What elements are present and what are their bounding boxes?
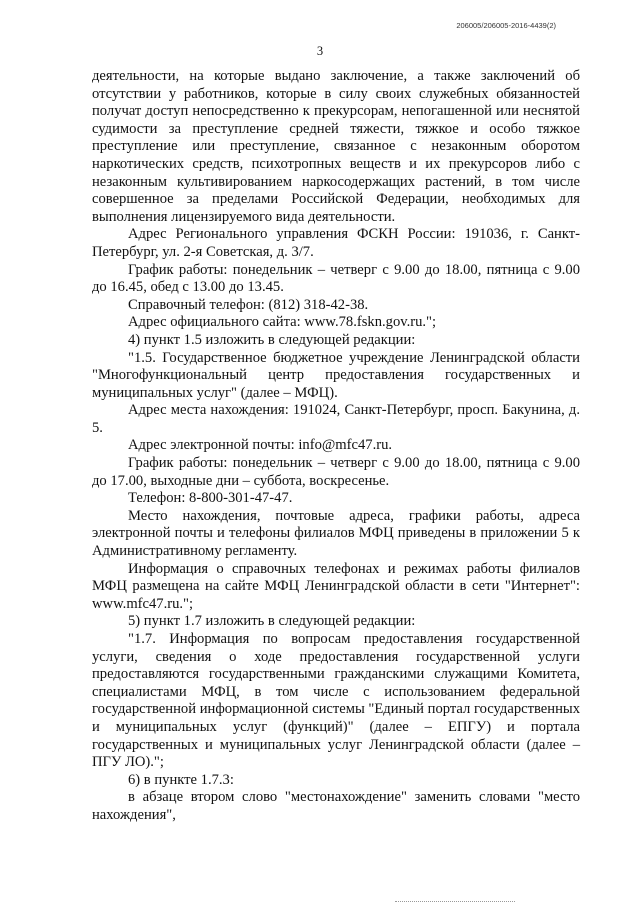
paragraph-10: График работы: понедельник – четверг с 9.00 до 18.00, пятница с 9.00 до 17.00, выходные дни – суббота, воскресенье.: [92, 455, 580, 489]
page-number: 3: [316, 44, 324, 58]
scan-edge-mark: [395, 899, 515, 902]
paragraph-8: Адрес места нахождения: 191024, Санкт-Петербург, просп. Бакунина, д. 5.: [92, 402, 580, 436]
paragraph-3: График работы: понедельник – четверг с 9.00 до 18.00, пятница с 9.00 до 16.45, обед с 13.00 до 13.45.: [92, 261, 580, 296]
paragraph-1: деятельности, на которые выдано заключение, а также заключений об отсутствии у работников, которые в силу своих служебных обязанностей получат доступ непосредственно к прекурсорам, непогашенной или неснятой судимости за преступление средней тяжести, тяжкое и особо тяжкое преступление или преступление, связанное с незаконным оборотом наркотических средств, психотропных веществ и их прекурсоров либо с незаконным культивированием наркосодержащих растений, в том числе совершенное за пределами Российской Федерации, необходимых для выполнения лицензируемого вида деятельности.: [92, 68, 580, 225]
document-body: [92, 68, 580, 825]
paragraph-5: Адрес официального сайта: www.78.fskn.gov.ru.";: [128, 314, 437, 331]
paragraph-15: "1.7. Информация по вопросам предоставления государственной услуги, сведения о ходе предоставления государственной услуги предоставляются государственными гражданскими служащими Комитета, специалистами МФЦ, в том числе с использованием федеральной государственной информационной системы "Единый портал государственных и муниципальных услуг (функций)" (далее – ЕПГУ) и портала государственных и муниципальных услуг Ленинградской области (далее – ПГУ ЛО).";: [92, 631, 580, 771]
paragraph-16: 6) в пункте 1.7.3:: [128, 771, 234, 788]
paragraph-17: в абзаце втором слово "местонахождение" заменить словами "место нахождения",: [92, 789, 580, 823]
paragraph-13: Информация о справочных телефонах и режимах работы филиалов МФЦ размещена на сайте МФЦ Ленинградской области в сети "Интернет": www.mfc47.ru.";: [92, 560, 580, 612]
paragraph-2: Адрес Регионального управления ФСКН России: 191036, г. Санкт-Петербург, ул. 2-я Советская, д. 3/7.: [92, 226, 580, 260]
paragraph-6: 4) пункт 1.5 изложить в следующей редакции:: [128, 331, 416, 348]
paragraph-4: Справочный телефон: (812) 318-42-38.: [128, 296, 369, 313]
paragraph-9: Адрес электронной почты: info@mfc47.ru.: [128, 437, 393, 454]
paragraph-7: "1.5. Государственное бюджетное учреждение Ленинградской области "Многофункциональный центр предоставления государственных и муниципальных услуг" (далее – МФЦ).: [92, 349, 580, 401]
paragraph-12: Место нахождения, почтовые адреса, графики работы, адреса электронной почты и телефоны филиалов МФЦ приведены в приложении 5 к Административному регламенту.: [92, 507, 580, 560]
paragraph-14: 5) пункт 1.7 изложить в следующей редакции:: [128, 613, 416, 630]
document-id: 206005/206005-2016-4439(2): [456, 21, 556, 30]
paragraph-11: Телефон: 8-800-301-47-47.: [128, 490, 293, 507]
